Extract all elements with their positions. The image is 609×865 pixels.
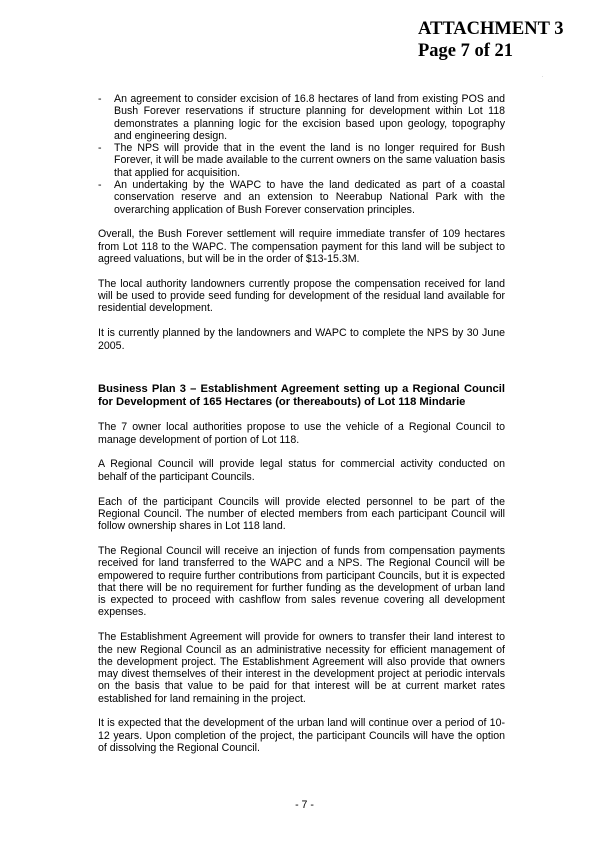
bullet-text: An undertaking by the WAPC to have the land dedicated as part of a coastal conservation reserve and an extension to Neerabup National Park with the overarching application of Bush Forever conservation principles. <box>114 179 505 216</box>
dash-bullet-icon: - <box>98 142 102 155</box>
dash-bullet-icon: - <box>98 93 102 105</box>
attachment-label: ATTACHMENT 3 <box>418 19 564 39</box>
paragraph: A Regional Council will provide legal status for commercial activity conducted on behalf of the participant Councils. <box>98 458 505 483</box>
attachment-header <box>418 18 563 62</box>
page-of-label: Page 7 of 21 <box>418 41 514 61</box>
paragraph: It is expected that the development of the urban land will continue over a period of 10-12 years. Upon completion of the project, the participant Councils will have the option of dissolving the Regional Council. <box>98 717 505 755</box>
bullet-item <box>98 179 505 216</box>
paragraph: The 7 owner local authorities propose to use the vehicle of a Regional Council to manage development of portion of Lot 118. <box>98 421 505 446</box>
page-number: - 7 - <box>295 799 314 811</box>
bullet-item <box>98 142 505 179</box>
document-body <box>98 93 505 754</box>
paragraph: The local authority landowners currently propose the compensation received for land will be used to provide seed funding for development of the residual land available for residential development. <box>98 277 505 315</box>
paragraph: The Regional Council will receive an injection of funds from compensation payments received for land transferred to the WAPC and a NPS. The Regional Council will be empowered to require further contributions from participant Councils, but it is expected that there will be no requirement for further funding as the development of urban land is expected to proceed with cashflow from sales revenue covering all development expenses. <box>98 544 505 619</box>
paragraph: Overall, the Bush Forever settlement will require immediate transfer of 109 hectares from Lot 118 to the WAPC. The compensation payment for this land will be subject to agreed valuations, but will be in the order of $13-15.3M. <box>98 228 505 266</box>
paragraph: Each of the participant Councils will provide elected personnel to be part of the Regional Council. The number of elected members from each participant Council will follow ownership shares in Lot 118 land. <box>98 495 505 533</box>
paragraph: The Establishment Agreement will provide for owners to transfer their land interest to the new Regional Council as an administrative necessity for efficient management of the development project. The Establishment Agreement will also provide that owners may divest themselves of their interest in the development project at periodic intervals on the basis that value to be paid for that interest will be at current market rates established for land remaining in the project. <box>98 631 505 705</box>
bullet-list <box>98 93 505 216</box>
scan-speck <box>542 76 543 77</box>
section-heading: Business Plan 3 – Establishment Agreement setting up a Regional Council for Development of 165 Hectares (or thereabouts) of Lot 118 Mindarie <box>98 382 505 408</box>
dash-bullet-icon: - <box>98 179 102 192</box>
bullet-item <box>98 93 505 142</box>
paragraph: It is currently planned by the landowners and WAPC to complete the NPS by 30 June 2005. <box>98 327 505 352</box>
bullet-text: The NPS will provide that in the event the land is no longer required for Bush Forever, it will be made available to the current owners on the same valuation basis that applied for acquisition. <box>114 142 505 179</box>
bullet-text: An agreement to consider excision of 16.8 hectares of land from existing POS and Bush Forever reservations if structure planning for development within Lot 118 demonstrates a planning logic for the excision based upon geology, topography and engineering design. <box>114 93 505 142</box>
